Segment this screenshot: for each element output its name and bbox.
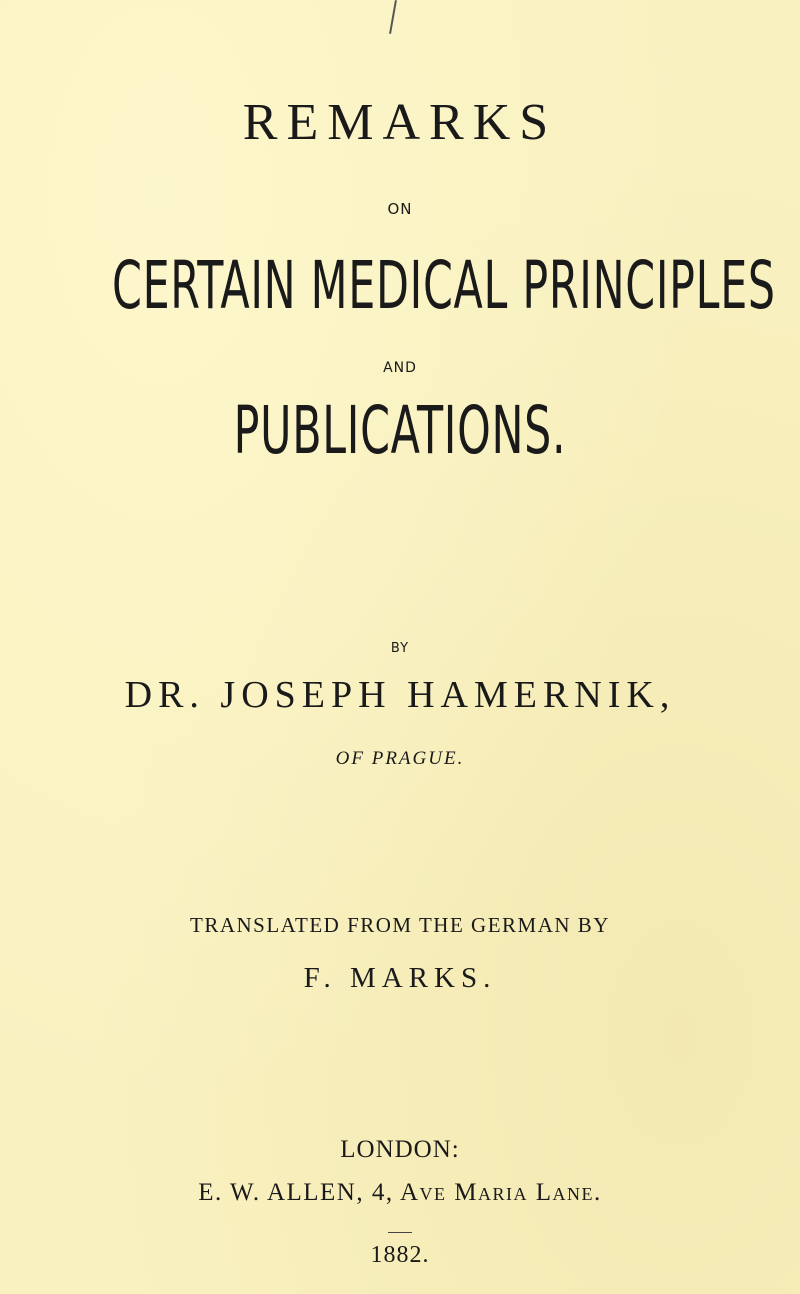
book-title: REMARKS: [242, 94, 558, 151]
author-place: OF PRAGUE.: [335, 748, 465, 769]
subject-line-2: [0, 392, 800, 469]
by-label: BY: [390, 641, 410, 656]
author-name: DR. JOSEPH HAMERNIK,: [124, 674, 676, 716]
translator-name: F. MARKS.: [303, 962, 497, 994]
translation-note: TRANSLATED FROM THE GERMAN BY: [190, 913, 610, 937]
subject-line-1: [0, 247, 800, 324]
title-connector-and: AND: [383, 360, 417, 376]
publication-year: 1882.: [370, 1242, 430, 1268]
title-connector-on: ON: [387, 200, 413, 218]
subject-line-2-text: PUBLICATIONS.: [233, 392, 567, 469]
publisher-line: E. W. ALLEN, 4, Ave Maria Lane.: [198, 1179, 602, 1206]
imprint-city: LONDON:: [340, 1136, 460, 1163]
pencil-mark: [389, 0, 397, 34]
divider-rule: [388, 1232, 412, 1233]
subject-line-1-text: CERTAIN MEDICAL PRINCIPLES: [112, 247, 776, 324]
